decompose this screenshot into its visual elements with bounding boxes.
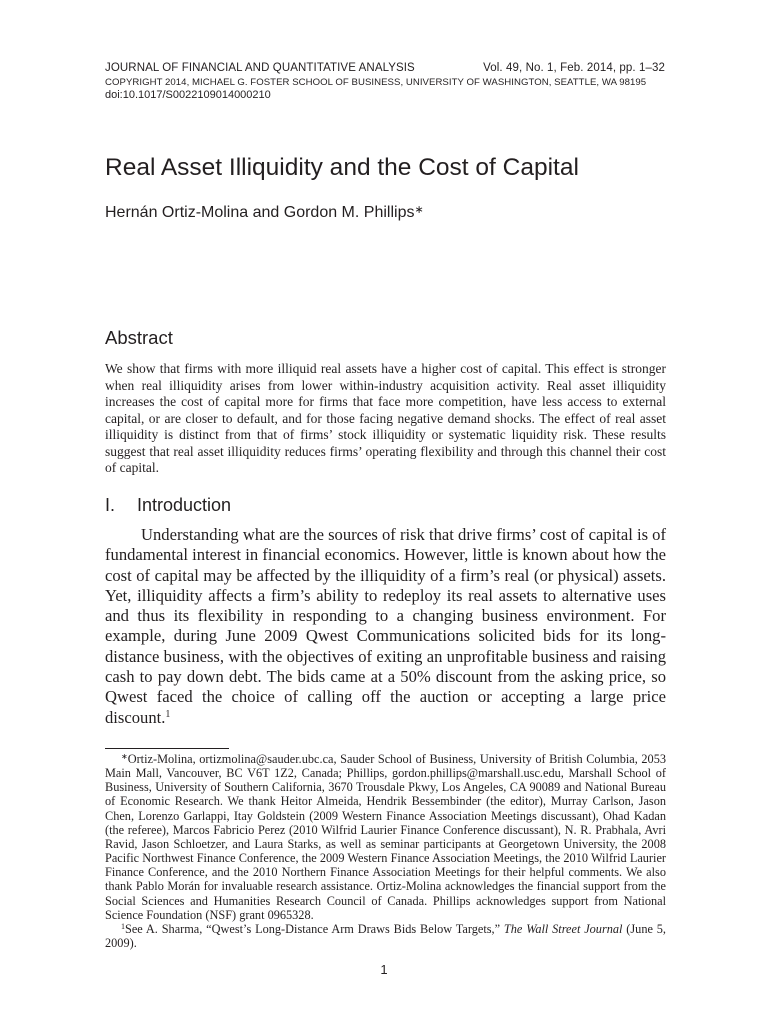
journal-name: JOURNAL OF FINANCIAL AND QUANTITATIVE ANALYSIS xyxy=(105,62,415,74)
footnote-author-info xyxy=(105,752,666,922)
abstract-heading: Abstract xyxy=(105,327,173,348)
footnote-mark-1: 1 xyxy=(121,921,125,931)
page-number: 1 xyxy=(380,962,388,977)
footnote-reference[interactable]: 1 xyxy=(165,708,171,720)
footnote-1-journal: The Wall Street Journal xyxy=(503,921,623,936)
footnote-author-text: Ortiz-Molina, ortizmolina@sauder.ubc.ca, Sauder School of Business, University of British Columbia, 2053 Main Mall, Vancouver, BC V6T 1Z2, Canada; Phillips, gordon.phillips@marshall.usc.edu, Marshall School of Business, University of Southern California, 3670 Trousdale Pkwy, Los Angeles, CA 90089 and National Bureau of Economic Research. We thank Heitor Almeida, Hendrik Bessembinder (the editor), Murray Carlson, Jason Chen, Lorenzo Garlappi, Itay Goldstein (2009 Western Finance Association Meetings discussant), Ohad Kadan (the referee), Marcos Fabricio Perez (2010 Wilfrid Laurier Finance Conference discussant), N. R. Prabhala, Avri Ravid, Jason Schloetzer, and Laura Starks, as well as seminar participants at Georgetown University, the 2008 Pacific Northwest Finance Conference, the 2009 Western Finance Association Meetings, the 2010 Wilfrid Laurier Finance Conference, and the 2010 Northern Finance Association Meetings for their helpful comments. We also thank Pablo Morán for invaluable research assistance. Ortiz-Molina acknowledges the financial support from the Social Sciences and Humanities Research Council of Canada. Phillips acknowledges support from National Science Foundation (NSF) grant 0965328. xyxy=(105,752,666,922)
footnotes xyxy=(105,752,666,950)
introduction-paragraph xyxy=(105,525,666,728)
footnote-1 xyxy=(105,922,666,950)
footnote-1-tail: (June 5, 2009). xyxy=(105,921,666,951)
section-number: I. xyxy=(105,495,116,515)
copyright-line: COPYRIGHT 2014, MICHAEL G. FOSTER SCHOOL OF BUSINESS, UNIVERSITY OF WASHINGTON, SEATTLE, WA 98195 xyxy=(105,77,647,88)
author-names: Hernán Ortiz-Molina and Gordon M. Phillips xyxy=(105,204,415,221)
introduction-heading xyxy=(105,495,231,516)
introduction-text: Understanding what are the sources of risk that drive firms’ cost of capital is of fundamental interest in financial economics. However, little is known about how the cost of capital may be affected by the illiquidity of a firm’s real (or physical) assets. Yet, illiquidity affects a firm’s ability to redeploy its real assets to alternative uses and thus its flexibility in responding to a changing business environment. For example, during June 2009 Qwest Communications solicited bids for its long-distance business, with the objectives of exiting an unprofitable business and raising cash to pay down debt. The bids came at a 50% discount from the asking price, so Qwest faced the choice of calling off the auction or accepting a large price discount. xyxy=(105,525,667,727)
paper-title: Real Asset Illiquidity and the Cost of Capital xyxy=(105,154,579,181)
doi-line: doi:10.1017/S0022109014000210 xyxy=(105,89,271,101)
footnote-1-text: See A. Sharma, “Qwest’s Long-Distance Arm Draws Bids Below Targets,” xyxy=(125,921,504,936)
footnote-divider xyxy=(105,748,229,749)
abstract-text: We show that firms with more illiquid real assets have a higher cost of capital. This effect is stronger when real illiquidity arises from lower within-industry acquisition activity. Real asset illiquidity increases the cost of capital more for firms that face more competition, have less access to external capital, or are closer to default, and for those facing negative demand shocks. The effect of real asset illiquidity is distinct from that of firms’ stock illiquidity or systematic liquidity risk. These results suggest that real asset illiquidity reduces firms’ operating flexibility and through this channel their cost of capital. xyxy=(105,361,666,475)
author-line xyxy=(105,203,424,222)
footnote-mark-asterisk: ∗ xyxy=(121,752,128,761)
author-footnote-mark[interactable]: ∗ xyxy=(414,204,424,216)
journal-header xyxy=(105,62,665,74)
section-title: Introduction xyxy=(137,495,232,515)
journal-volume: Vol. 49, No. 1, Feb. 2014, pp. 1–32 xyxy=(483,62,665,74)
